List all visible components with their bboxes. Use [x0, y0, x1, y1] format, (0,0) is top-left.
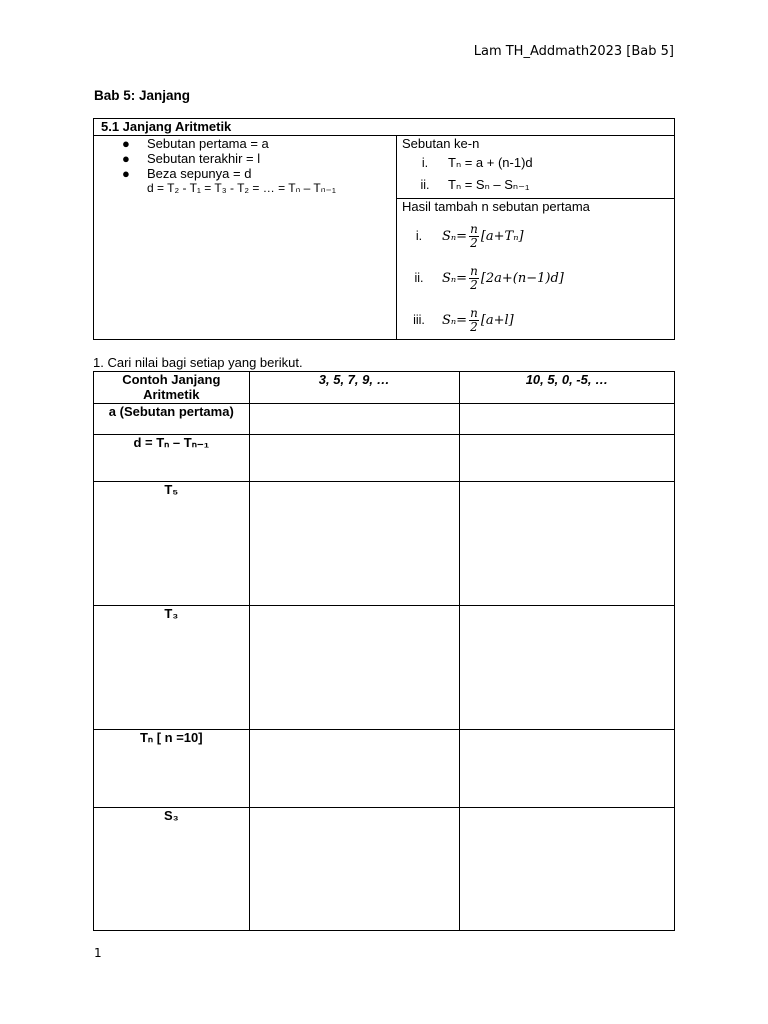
fraction: [469, 307, 479, 334]
answer-cell[interactable]: [249, 435, 459, 482]
sum-heading: Hasil tambah n sebutan pertama: [402, 199, 590, 214]
answer-cell[interactable]: [249, 730, 459, 808]
formula-rhs: [a+l]: [480, 312, 514, 328]
row-label: T₅: [94, 482, 250, 606]
summary-title: 5.1 Janjang Aritmetik: [94, 119, 674, 136]
answer-cell[interactable]: [459, 606, 674, 730]
bullet-item: [94, 151, 396, 166]
formula-expression: [442, 265, 564, 292]
fraction: [469, 223, 479, 250]
page-number: 1: [94, 946, 102, 960]
fraction: [469, 265, 479, 292]
column-header: Contoh Janjang Aritmetik: [94, 372, 250, 404]
formula-expression: [442, 307, 514, 334]
sum-formula: [396, 215, 674, 257]
answer-cell[interactable]: [459, 482, 674, 606]
answer-cell[interactable]: [249, 606, 459, 730]
fraction-numerator: n: [470, 305, 478, 320]
formula-rhs: [a+Tₙ]: [480, 228, 524, 244]
table-row: [94, 435, 675, 482]
item-number: ii.: [414, 271, 424, 285]
row-label: d = Tₙ – Tₙ₋₁: [94, 435, 250, 482]
page-header: Lam TH_Addmath2023 [Bab 5]: [473, 44, 674, 59]
formulas-panel: [396, 136, 674, 339]
answer-cell[interactable]: [459, 808, 674, 931]
bullet-item: [94, 136, 396, 151]
nth-term-heading: Sebutan ke-n: [402, 136, 480, 151]
fraction-denominator: 2: [470, 277, 478, 292]
chapter-title: Bab 5: Janjang: [94, 88, 191, 103]
table-row: [94, 482, 675, 606]
row-label: Tₙ [ n =10]: [94, 730, 250, 808]
formula-text: Tₙ = Sₙ – Sₙ₋₁: [448, 177, 530, 192]
item-number: ii.: [420, 178, 430, 192]
row-label: T₃: [94, 606, 250, 730]
item-number: iii.: [413, 313, 425, 327]
answer-cell[interactable]: [249, 808, 459, 931]
bullet-icon: ●: [122, 151, 130, 166]
table-row: [94, 404, 675, 435]
table-row: [94, 730, 675, 808]
fraction-denominator: 2: [470, 235, 478, 250]
answer-cell[interactable]: [459, 730, 674, 808]
row-label: a (Sebutan pertama): [94, 404, 250, 435]
nth-term-formula: [402, 152, 674, 174]
answer-cell[interactable]: [249, 482, 459, 606]
formula-lhs: Sₙ=: [442, 312, 468, 328]
formula-lhs: Sₙ=: [442, 228, 468, 244]
answer-cell[interactable]: [459, 435, 674, 482]
fraction-numerator: n: [470, 221, 478, 236]
bullet-icon: ●: [122, 136, 130, 151]
common-difference-formula: d = T₂ - T₁ = T₃ - T₂ = … = Tₙ – Tₙ₋₁: [147, 181, 336, 195]
formula-expression: [442, 223, 524, 250]
bullet-item: [94, 166, 396, 181]
sum-formula: [396, 257, 674, 299]
summary-box: [93, 118, 675, 340]
bullet-text: Sebutan terakhir = l: [147, 151, 261, 166]
formula-lhs: Sₙ=: [442, 270, 468, 286]
fraction-denominator: 2: [470, 319, 478, 334]
table-header-row: [94, 372, 675, 404]
definitions-panel: [94, 136, 397, 339]
item-number: i.: [421, 156, 429, 170]
table-row: [94, 606, 675, 730]
column-header: 10, 5, 0, -5, …: [459, 372, 674, 404]
row-label: S₃: [94, 808, 250, 931]
sum-formula: [396, 299, 674, 341]
answer-cell[interactable]: [459, 404, 674, 435]
bullet-text: Beza sepunya = d: [147, 166, 252, 181]
item-number: i.: [415, 229, 423, 243]
formula-text: Tₙ = a + (n-1)d: [448, 155, 533, 170]
worksheet-table: [93, 371, 675, 931]
answer-cell[interactable]: [249, 404, 459, 435]
table-row: [94, 808, 675, 931]
nth-term-formula: [402, 174, 674, 196]
question-text: 1. Cari nilai bagi setiap yang berikut.: [93, 355, 303, 370]
fraction-numerator: n: [470, 263, 478, 278]
bullet-icon: ●: [122, 166, 130, 181]
formula-rhs: [2a+(n−1)d]: [480, 270, 564, 286]
sum-section: [396, 199, 674, 341]
column-header: 3, 5, 7, 9, …: [249, 372, 459, 404]
nth-term-section: [396, 136, 674, 199]
bullet-text: Sebutan pertama = a: [147, 136, 269, 151]
